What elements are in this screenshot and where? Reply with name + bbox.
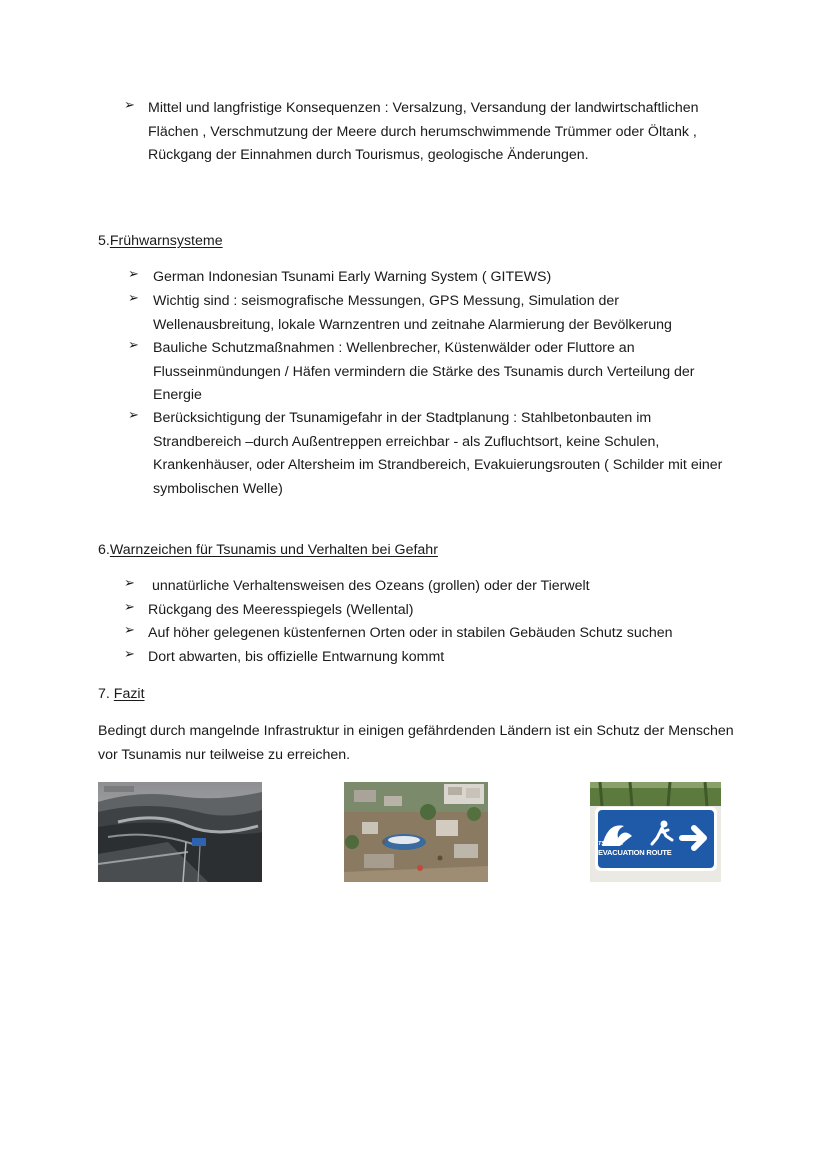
destruction-aerial-image bbox=[344, 782, 488, 882]
list-item-text: Wichtig sind : seismografische Messungen, GPS Messung, Simulation der Wellenausbreitung, lokale Warnzentren und zeitnahe Alarmierung der Bevölkerung bbox=[153, 293, 672, 333]
list-item-text: Auf höher gelegenen küstenfernen Orten oder in stabilen Gebäuden Schutz suchen bbox=[148, 625, 673, 641]
section-5-number: 5. bbox=[98, 233, 110, 249]
fazit-text: Bedingt durch mangelnde Infrastruktur in einigen gefährdenden Ländern ist ein Schutz der Menschen vor Tsunamis nur teilweise zu erreichen. bbox=[98, 723, 734, 763]
intro-bullet bbox=[124, 97, 744, 168]
arrow-bullet-icon: ➢ bbox=[124, 622, 135, 637]
section-6-number: 6. bbox=[98, 542, 110, 558]
list-item-text: Berücksichtigung der Tsunamigefahr in der Stadtplanung : Stahlbetonbauten im Strandbereich –durch Außentreppen erreichbar - als Zufluchtsort, keine Schulen, Krankenhäuser, oder Altersheim im Strandbereich, Evakuierungsrouten ( Schilder mit einer symbolischen Welle) bbox=[153, 410, 723, 497]
section-7-title: Fazit bbox=[113, 686, 145, 702]
arrow-bullet-icon: ➢ bbox=[128, 337, 139, 352]
tsunami-wave-image bbox=[98, 782, 262, 882]
list-item bbox=[124, 646, 744, 670]
section-7-heading bbox=[98, 684, 145, 704]
arrow-bullet-icon: ➢ bbox=[128, 407, 139, 422]
sign-label-tsunami: TSUNAMI bbox=[598, 841, 624, 847]
list-item bbox=[128, 266, 728, 290]
section-5-heading bbox=[98, 231, 223, 251]
list-item bbox=[124, 575, 744, 599]
arrow-bullet-icon: ➢ bbox=[124, 97, 135, 112]
list-item bbox=[128, 290, 728, 337]
list-item bbox=[124, 599, 744, 623]
list-item-text: German Indonesian Tsunami Early Warning System ( GITEWS) bbox=[153, 269, 552, 285]
list-item bbox=[128, 407, 728, 501]
list-item bbox=[128, 337, 728, 408]
tsunami-destruction-photo bbox=[344, 782, 488, 882]
intro-bullet-text: Mittel und langfristige Konsequenzen : Versalzung, Versandung der landwirtschaftlichen Flächen , Verschmutzung der Meere durch herumschwimmende Trümmer oder Öltank , Rückgang der Einnahmen durch Tourismus, geologische Änderungen. bbox=[148, 100, 699, 163]
arrow-bullet-icon: ➢ bbox=[124, 599, 135, 614]
sign-label-evacuation-route: EVACUATION ROUTE bbox=[598, 848, 672, 857]
list-item-text: Bauliche Schutzmaßnahmen : Wellenbrecher, Küstenwälder oder Fluttore an Flusseinmündungen / Häfen vermindern die Stärke des Tsunamis durch Verteilung der Energie bbox=[153, 340, 695, 403]
section-6-heading bbox=[98, 540, 438, 560]
section-5-title: Frühwarnsysteme bbox=[109, 233, 223, 249]
arrow-bullet-icon: ➢ bbox=[128, 266, 139, 281]
list-item-text: Dort abwarten, bis offizielle Entwarnung kommt bbox=[148, 649, 445, 665]
tsunami-wave-photo bbox=[98, 782, 262, 882]
list-item bbox=[124, 622, 744, 646]
arrow-bullet-icon: ➢ bbox=[128, 290, 139, 305]
sign-background-image bbox=[590, 782, 721, 882]
list-item-text: Rückgang des Meeresspiegels (Wellental) bbox=[148, 602, 414, 618]
section-7-number: 7. bbox=[98, 686, 114, 702]
arrow-bullet-icon: ➢ bbox=[124, 646, 135, 661]
arrow-bullet-icon: ➢ bbox=[124, 575, 135, 590]
evacuation-sign-photo bbox=[590, 782, 721, 882]
section-6-title: Warnzeichen für Tsunamis und Verhalten bei Gefahr bbox=[109, 542, 438, 558]
list-item-text: unnatürliche Verhaltensweisen des Ozeans (grollen) oder der Tierwelt bbox=[148, 578, 590, 594]
